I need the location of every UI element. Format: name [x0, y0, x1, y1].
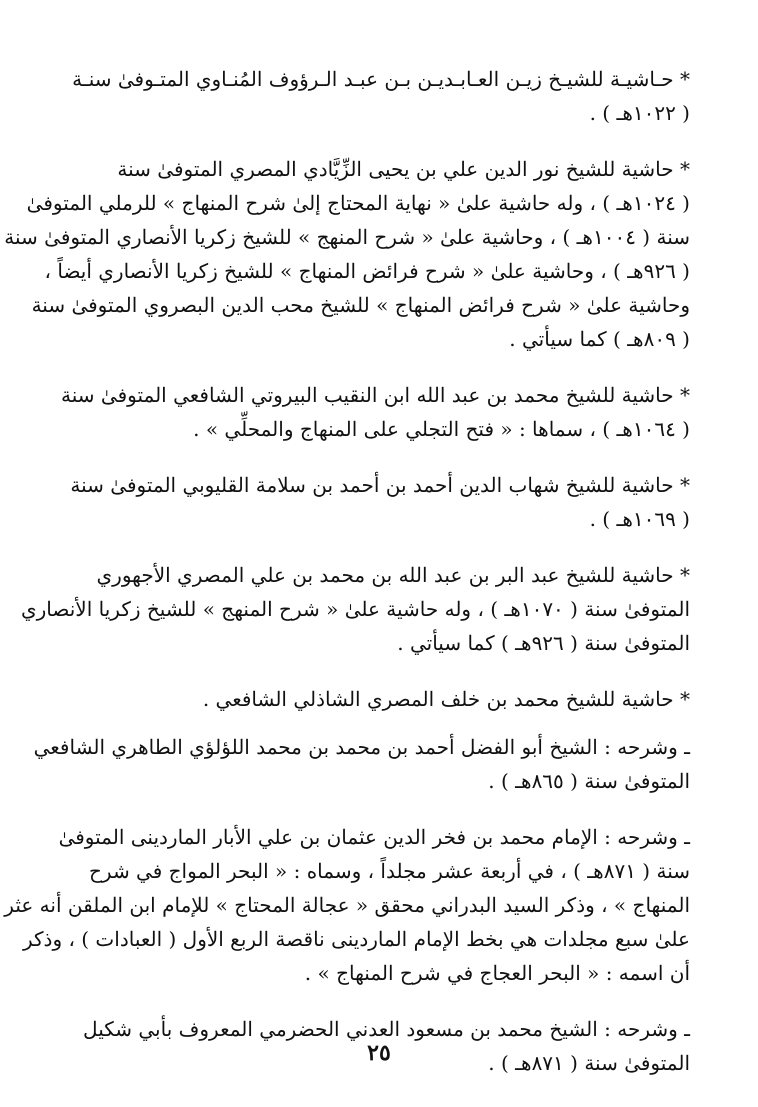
text-line: المتوفىٰ سنة ( ٩٢٦هـ ) كما سيأتي .	[397, 631, 690, 655]
text-line: * حاشية للشيخ محمد بن عبد الله ابن النقيب البيروتي الشافعي المتوفىٰ سنة	[61, 383, 690, 407]
text-line: ـ وشرحه : الشيخ أبو الفضل أحمد بن محمد بن محمد اللؤلؤي الطاهري الشافعي	[33, 735, 690, 759]
entry-al-lulu-i	[33, 730, 690, 798]
entry-zayn-al-abidin-al-munawi	[68, 62, 690, 130]
text-line: * حاشية للشيخ محمد بن خلف المصري الشاذلي الشافعي .	[202, 687, 690, 711]
text-line: ـ وشرحه : الشيخ محمد بن مسعود العدني الحضرمي المعروف بأبي شكيل	[83, 1017, 690, 1041]
text-line: ( ١٠٦٩هـ ) .	[589, 507, 690, 531]
page-body	[4, 62, 690, 1102]
text-line: المتوفىٰ سنة ( ١٠٧٠هـ ) ، وله حاشية علىٰ « شرح المنهج » للشيخ زكريا الأنصاري	[20, 597, 690, 621]
entry-al-shadhili	[68, 682, 690, 716]
text-line: المتوفىٰ سنة ( ٨٧١هـ ) .	[488, 1051, 690, 1075]
text-line: وحاشية علىٰ « شرح فرائض المنهاج » للشيخ محب الدين البصروي المتوفىٰ سنة	[31, 293, 690, 317]
text-line: ( ١٠٢٤هـ ) ، وله حاشية علىٰ « نهاية المحتاج إلىٰ شرح المنهاج » للرملي المتوفىٰ	[26, 191, 690, 215]
text-line: ( ٨٠٩هـ ) كما سيأتي .	[509, 327, 690, 351]
text-line: ( ١٠٢٢هـ ) .	[589, 101, 690, 125]
text-line: ( ٩٢٦هـ ) ، وحاشية علىٰ « شرح فرائض المنهاج » للشيخ زكريا الأنصاري أيضاً ،	[44, 259, 690, 283]
text-line: ( ١٠٦٤هـ ) ، سماها : « فتح التجلي على المنهاج والمحلِّي » .	[193, 417, 690, 441]
text-line: أن اسمه : « البحر العجاج في شرح المنهاج » .	[304, 961, 690, 985]
text-line: * حاشية للشيخ شهاب الدين أحمد بن أحمد بن سلامة القليوبي المتوفىٰ سنة	[70, 473, 690, 497]
text-line: علىٰ سبع مجلدات هي بخط الإمام الماردينى ناقصة الربع الأول ( العبادات ) ، وذكر	[22, 927, 690, 951]
entry-ibn-al-naqib-al-bayruti	[61, 378, 690, 446]
entry-al-qalyubi	[68, 468, 690, 536]
text-line: المنهاج » ، وذكر السيد البدراني محقق « عجالة المحتاج » للإمام ابن الملقن أنه عثر	[4, 893, 690, 917]
text-line: * حاشية للشيخ نور الدين علي بن يحيى الزِّيَّادي المصري المتوفىٰ سنة	[117, 157, 690, 181]
page-number: ٢٥	[367, 1040, 391, 1066]
entry-al-mardini	[4, 820, 690, 990]
text-line: سنة ( ٨٧١هـ ) ، في أربعة عشر مجلداً ، وسماه : « البحر المواج في شرح	[89, 859, 690, 883]
text-line: * حـاشيـة للشيـخ زيـن العـابـديـن بـن عبـد الـرؤوف المُنـاوي المتـوفىٰ سنـة	[72, 67, 690, 91]
text-line: سنة ( ١٠٠٤هـ ) ، وحاشية علىٰ « شرح المنهج » للشيخ زكريا الأنصاري المتوفىٰ سنة	[4, 225, 690, 249]
entry-nur-al-din-al-ziyadi	[4, 152, 690, 356]
text-line: ـ وشرحه : الإمام محمد بن فخر الدين عثمان بن علي الأبار الماردينى المتوفىٰ	[58, 825, 690, 849]
entry-al-ajhuri	[20, 558, 690, 660]
text-line: المتوفىٰ سنة ( ٨٦٥هـ ) .	[488, 769, 690, 793]
text-line: * حاشية للشيخ عبد البر بن عبد الله بن محمد بن علي المصري الأجهوري	[96, 563, 690, 587]
